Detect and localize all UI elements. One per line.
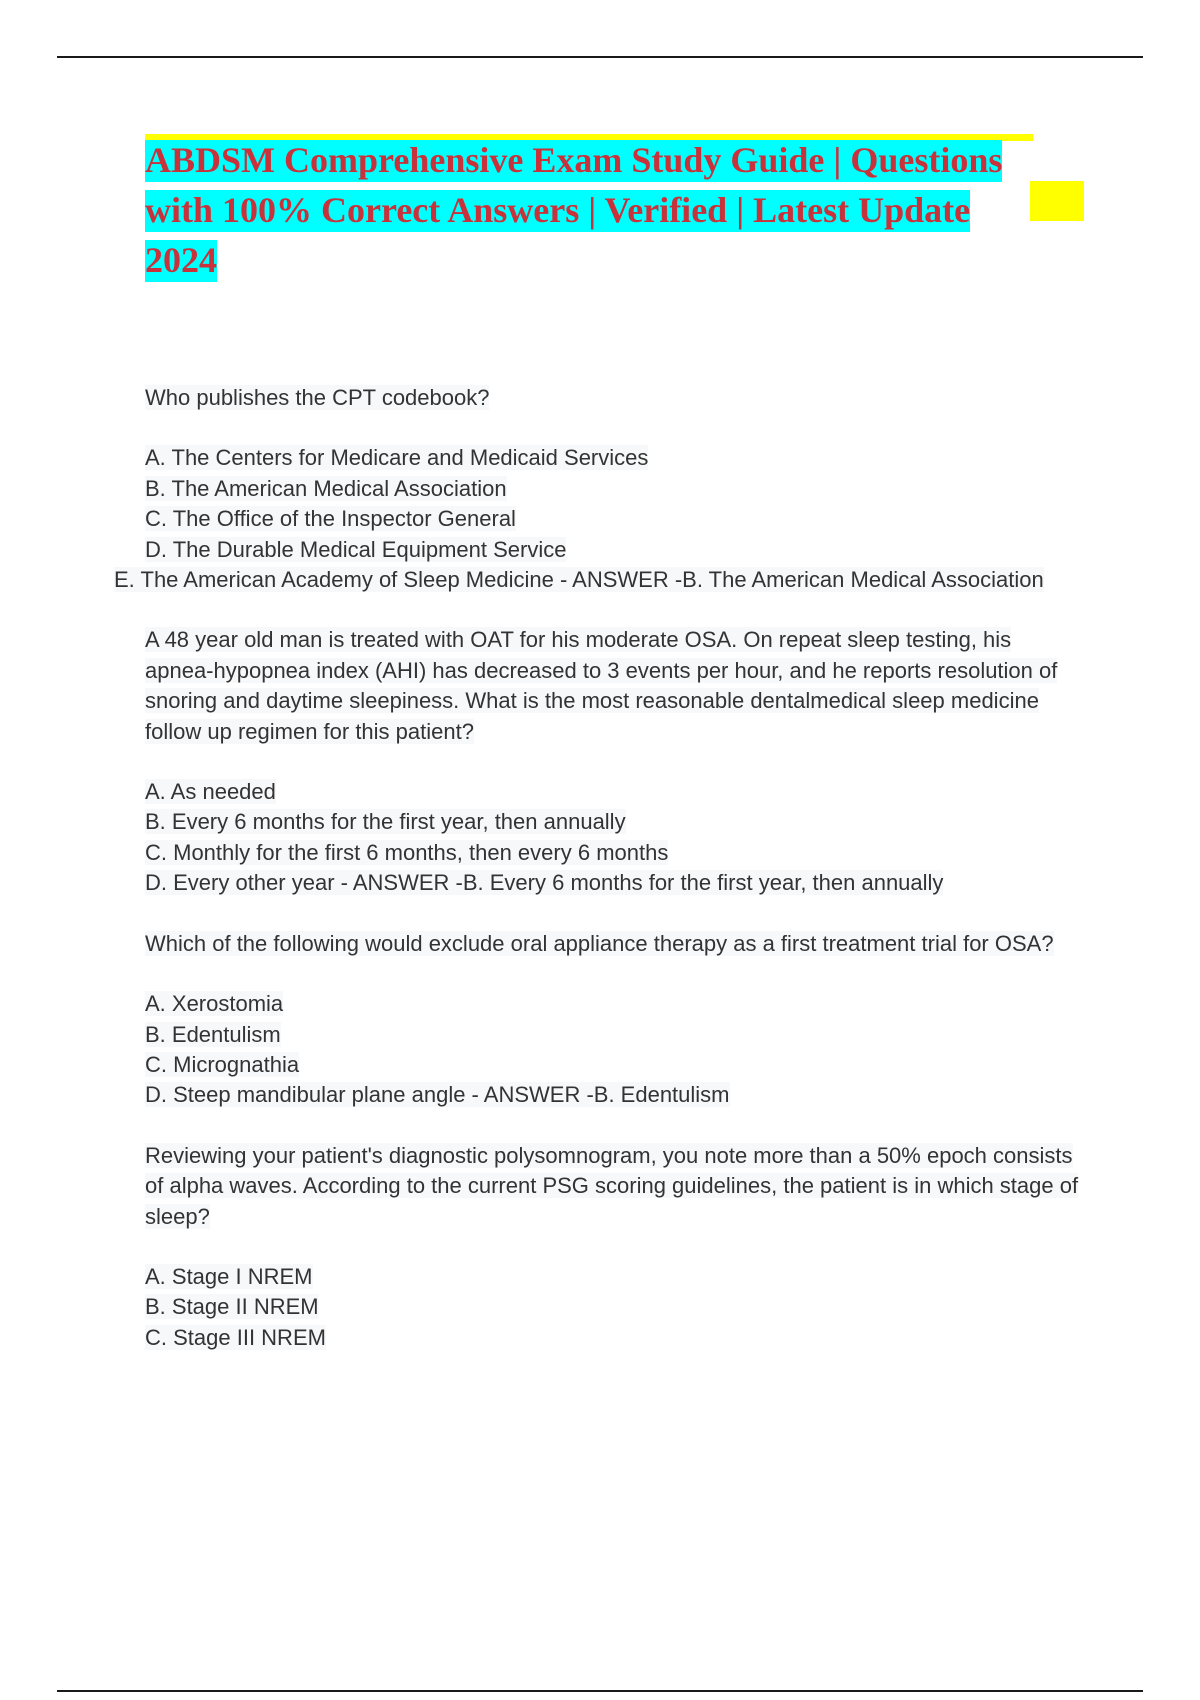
top-rule — [57, 56, 1143, 58]
question-2 — [145, 625, 1085, 898]
answer-options — [114, 443, 1085, 595]
question-text: A 48 year old man is treated with OAT for his moderate OSA. On repeat sleep testing, his apnea-hypopnea index (AHI) has decreased to 3 events per hour, and he reports resolution of snoring and daytime sleepiness. What is the most reasonable dentalmedical sleep medicine follow up regimen for this patient? — [145, 627, 1058, 744]
title-line-1: ABDSM Comprehensive Exam Study Guide | Questions — [145, 140, 1003, 180]
question-list — [114, 383, 1085, 1383]
option-item: A. The Centers for Medicare and Medicaid Services — [145, 445, 649, 471]
title-line-2: with 100% Correct Answers | Verified | Latest Update — [145, 190, 971, 230]
option-item: D. The Durable Medical Equipment Service — [145, 536, 567, 562]
answer-options — [145, 777, 1085, 899]
question-text: Which of the following would exclude oral appliance therapy as a first treatment trial for OSA? — [145, 930, 1054, 956]
document-title-block — [145, 135, 1085, 285]
option-item: A. Stage I NREM — [145, 1263, 313, 1289]
bottom-rule — [57, 1690, 1143, 1692]
option-item: C. The Office of the Inspector General — [145, 506, 516, 532]
option-item: C. Micrognathia — [145, 1051, 300, 1077]
option-item: B. Stage II NREM — [145, 1294, 319, 1320]
option-item: C. Stage III NREM — [145, 1324, 326, 1350]
option-item-answer: D. Steep mandibular plane angle - ANSWER -B. Edentulism — [145, 1082, 730, 1108]
answer-options — [145, 1262, 1085, 1353]
answer-options — [145, 989, 1085, 1111]
question-1 — [114, 383, 1085, 595]
option-item: A. As needed — [145, 779, 276, 805]
option-item: B. Edentulism — [145, 1021, 281, 1047]
option-item-answer: D. Every other year - ANSWER -B. Every 6 months for the first year, then annually — [145, 870, 944, 896]
question-text: Reviewing your patient's diagnostic polysomnogram, you note more than a 50% epoch consists of alpha waves. According to the current PSG scoring guidelines, the patient is in which stage of sleep? — [145, 1142, 1079, 1229]
question-4 — [145, 1141, 1085, 1353]
option-item: B. Every 6 months for the first year, then annually — [145, 809, 626, 835]
title-line-3: 2024 — [145, 240, 217, 280]
option-item-answer: E. The American Academy of Sleep Medicine - ANSWER -B. The American Medical Association — [114, 567, 1044, 593]
question-3 — [145, 929, 1085, 1111]
option-item: C. Monthly for the first 6 months, then every 6 months — [145, 839, 669, 865]
question-text: Who publishes the CPT codebook? — [145, 385, 490, 410]
document-title — [145, 135, 1085, 285]
option-item: A. Xerostomia — [145, 991, 284, 1017]
option-item: B. The American Medical Association — [145, 475, 507, 501]
